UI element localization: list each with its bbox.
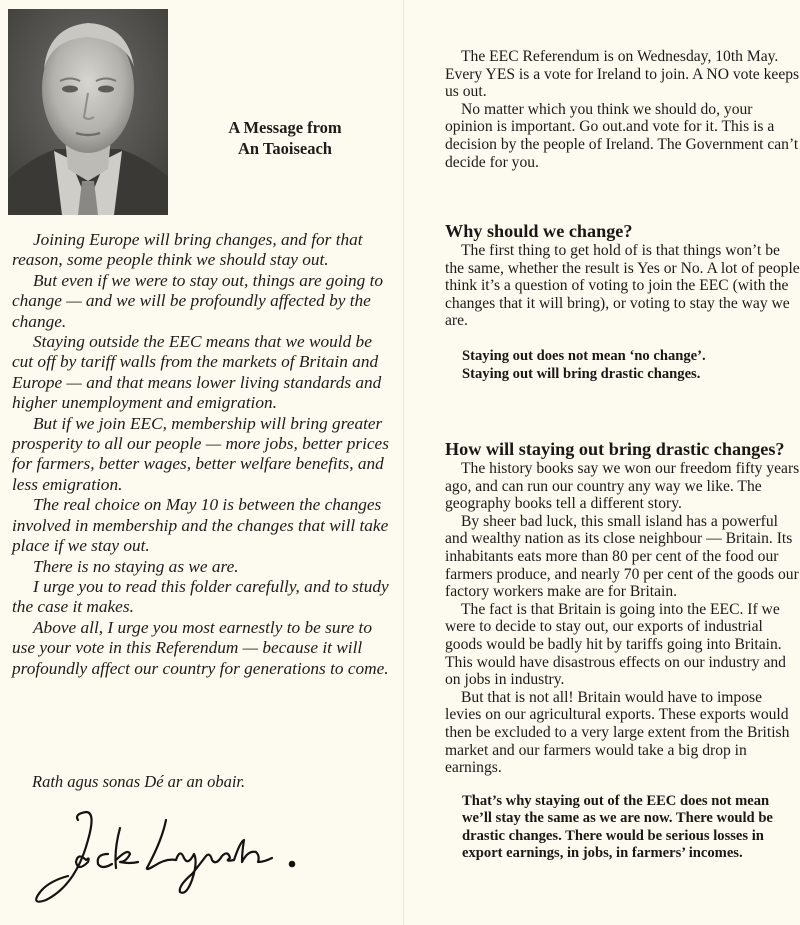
signature — [16, 800, 346, 910]
section-paragraph: The first thing to get hold of is that things won’t be the same, whether the result is Yes or No. A lot of people think it’s a question of voting to join the EEC (with the changes that it will bring), or voting to stay the way we are. — [445, 242, 800, 330]
portrait-photo — [8, 9, 168, 215]
letter-paragraph: The real choice on May 10 is between the changes involved in membership and the changes that will take place if we stay out. — [12, 495, 389, 556]
section-callout: That’s why staying out of the EEC does not mean we’ll stay the same as we are now. There would be drastic changes. There would be serious losses in export earnings, in jobs, in farmers’ incomes. — [462, 792, 773, 862]
section-why-change — [445, 221, 800, 384]
section-heading: Why should we change? — [445, 221, 633, 241]
section-body — [445, 460, 800, 777]
message-title — [195, 117, 375, 159]
section-paragraph: The history books say we won our freedom fifty years ago, and can run our country any way we like. The geography books tell a different story. — [445, 460, 800, 513]
letter-paragraph: Above all, I urge you most earnestly to be sure to use your vote in this Referendum — because it will profoundly affect our country for generations to come. — [12, 617, 389, 678]
letter-paragraph: There is no staying as we are. — [33, 556, 239, 576]
page-fold-line — [403, 0, 404, 925]
intro-paragraph: The EEC Referendum is on Wednesday, 10th May. Every YES is a vote for Ireland to join. A NO vote keeps us out. — [445, 48, 800, 101]
letter-paragraph: But even if we were to stay out, things are going to change — and we will be profoundly affected by the change. — [12, 270, 384, 331]
letter-paragraph: But if we join EEC, membership will bring greater prosperity to all our people — more jobs, better prices for farmers, better wages, better welfare benefits, and less emigration. — [12, 413, 389, 494]
section-heading: How will staying out bring drastic changes? — [445, 439, 785, 459]
section-paragraph: But that is not all! Britain would have to impose levies on our agricultural exports. These exports would then be excluded to a very large extent from the British market and our farmers would take a big drop in earnings. — [445, 688, 790, 777]
message-title-line-1: A Message from — [228, 118, 342, 137]
referendum-intro — [445, 48, 800, 171]
blessing-line: Rath agus sonas Dé ar an obair. — [32, 772, 246, 791]
message-title-line-2: An Taoiseach — [238, 139, 332, 158]
section-callout — [462, 348, 800, 384]
section-body — [445, 242, 800, 330]
letter-paragraph: I urge you to read this folder carefully, and to study the case it makes. — [12, 576, 389, 617]
intro-paragraph: No matter which you think we should do, your opinion is important. Go out.and vote for it. This is a decision by the people of Ireland. The Government can’t decide for you. — [445, 100, 799, 171]
letter-paragraph: Staying outside the EEC means that we would be cut off by tariff walls from the markets of Britain and Europe — and that means lower living standards and higher unemployment and emigration. — [12, 332, 382, 413]
callout-line: Staying out will bring drastic changes. — [462, 365, 701, 382]
taoiseach-letter — [12, 230, 392, 679]
callout-line: Staying out does not mean ‘no change’. — [462, 347, 706, 364]
section-paragraph: The fact is that Britain is going into the EEC. If we were to decide to stay out, our exports of industrial goods would be badly hit by tariffs going into Britain. This would have disastrous effects on our industry and on jobs in industry. — [445, 600, 786, 689]
section-paragraph: By sheer bad luck, this small island has a powerful and wealthy nation as its close neighbour — Britain. Its inhabitants eats more than 80 per cent of the food our farmers produce, and nearly 70 per cent of the goods our factory workers make are for Britain. — [445, 512, 799, 601]
letter-paragraph: Joining Europe will bring changes, and for that reason, some people think we should stay out. — [12, 230, 363, 270]
section-how-staying-out — [445, 439, 800, 863]
